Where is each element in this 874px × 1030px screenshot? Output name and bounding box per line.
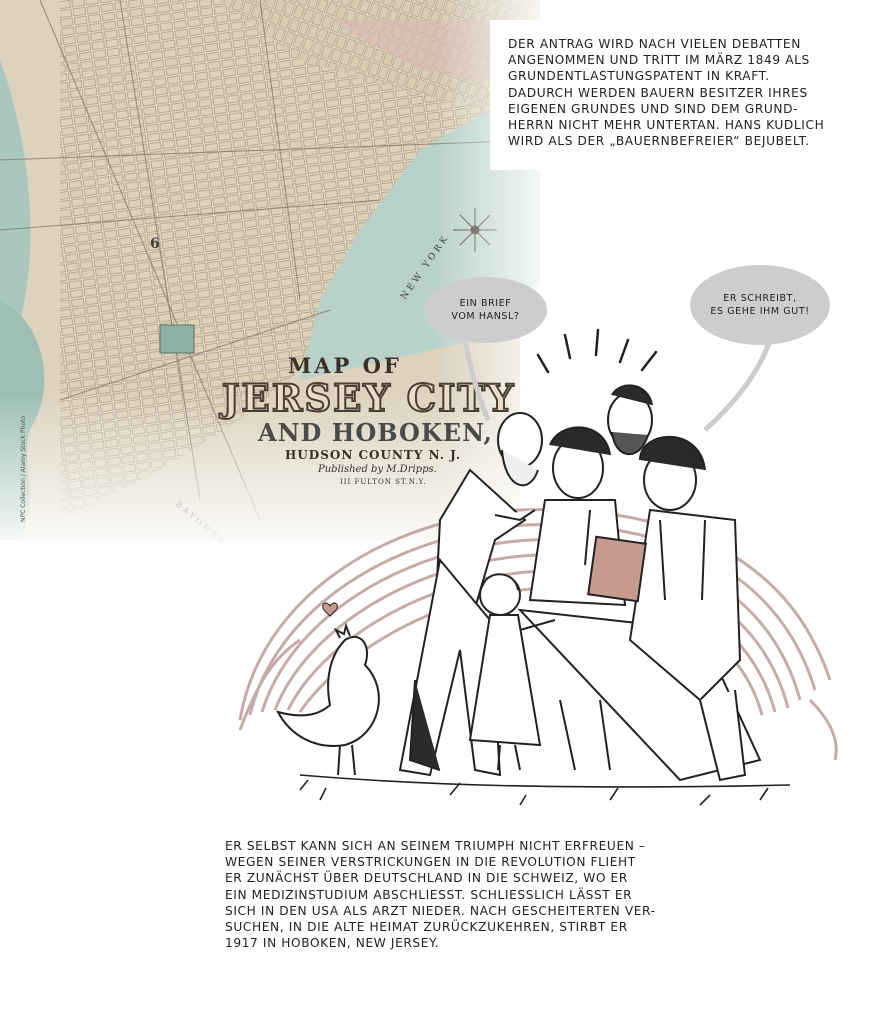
speech-bubble-left: EIN BRIEF VOM HANSL? (424, 277, 547, 343)
photo-credit: NPC Collection / Alamy Stock Photo (20, 415, 27, 522)
map-title-hoboken: AND HOBOKEN, (258, 418, 493, 447)
bearded-man-figure (608, 385, 652, 454)
map-title-county: HUDSON COUNTY N. J. (285, 448, 462, 462)
map-title-jersey-city: JERSEY CITY (222, 376, 516, 420)
caption-bottom: ER SELBST KANN SICH AN SEINEM TRIUMPH NICHT ERFREUEN – WEGEN SEINER VERSTRICKUNGEN IN DIE REVOLUTION FLIEHT ER ZUNÄCHST ÜBER DEUTSCHLAND IN DIE SCHWEIZ, WO ER EIN MEDIZINSTUDIUM ABSCHLIESST. SCHLIESSLICH LÄSST ER SICH IN DEN USA ALS ARZT NIEDER. NACH GESCHEITERTEN VER- SUCHEN, IN DIE ALTE HEIMAT ZURÜCKZUKEHREN, STIRBT ER 1917 IN HOBOKEN, NEW JERSEY. (225, 839, 656, 951)
heart-icon (323, 603, 338, 616)
child-figure (470, 574, 555, 770)
caption-top: DER ANTRAG WIRD NACH VIELEN DEBATTEN ANGENOMMEN UND TRITT IM MÄRZ 1849 ALS GRUNDENTLASTUNGSPATENT IN KRAFT. DADURCH WERDEN BAUERN BESITZER IHRES EIGENEN GRUNDES UND SIND DEM GRUND- HERRN NICHT MEHR UNTERTAN. HANS KUDLICH WIRD ALS DER „BAUERNBEFREIER“ BEJUBELT. (508, 37, 825, 149)
speech-bubble-right: ER SCHREIBT, ES GEHE IHM GUT! (690, 265, 830, 345)
map-title-map-of: MAP OF (288, 353, 402, 378)
excitement-lines-icon (538, 330, 656, 372)
map-address: III FULTON ST.N.Y. (340, 478, 427, 486)
letter-icon (588, 537, 646, 601)
map-publisher: Published by M.Dripps. (318, 464, 437, 475)
